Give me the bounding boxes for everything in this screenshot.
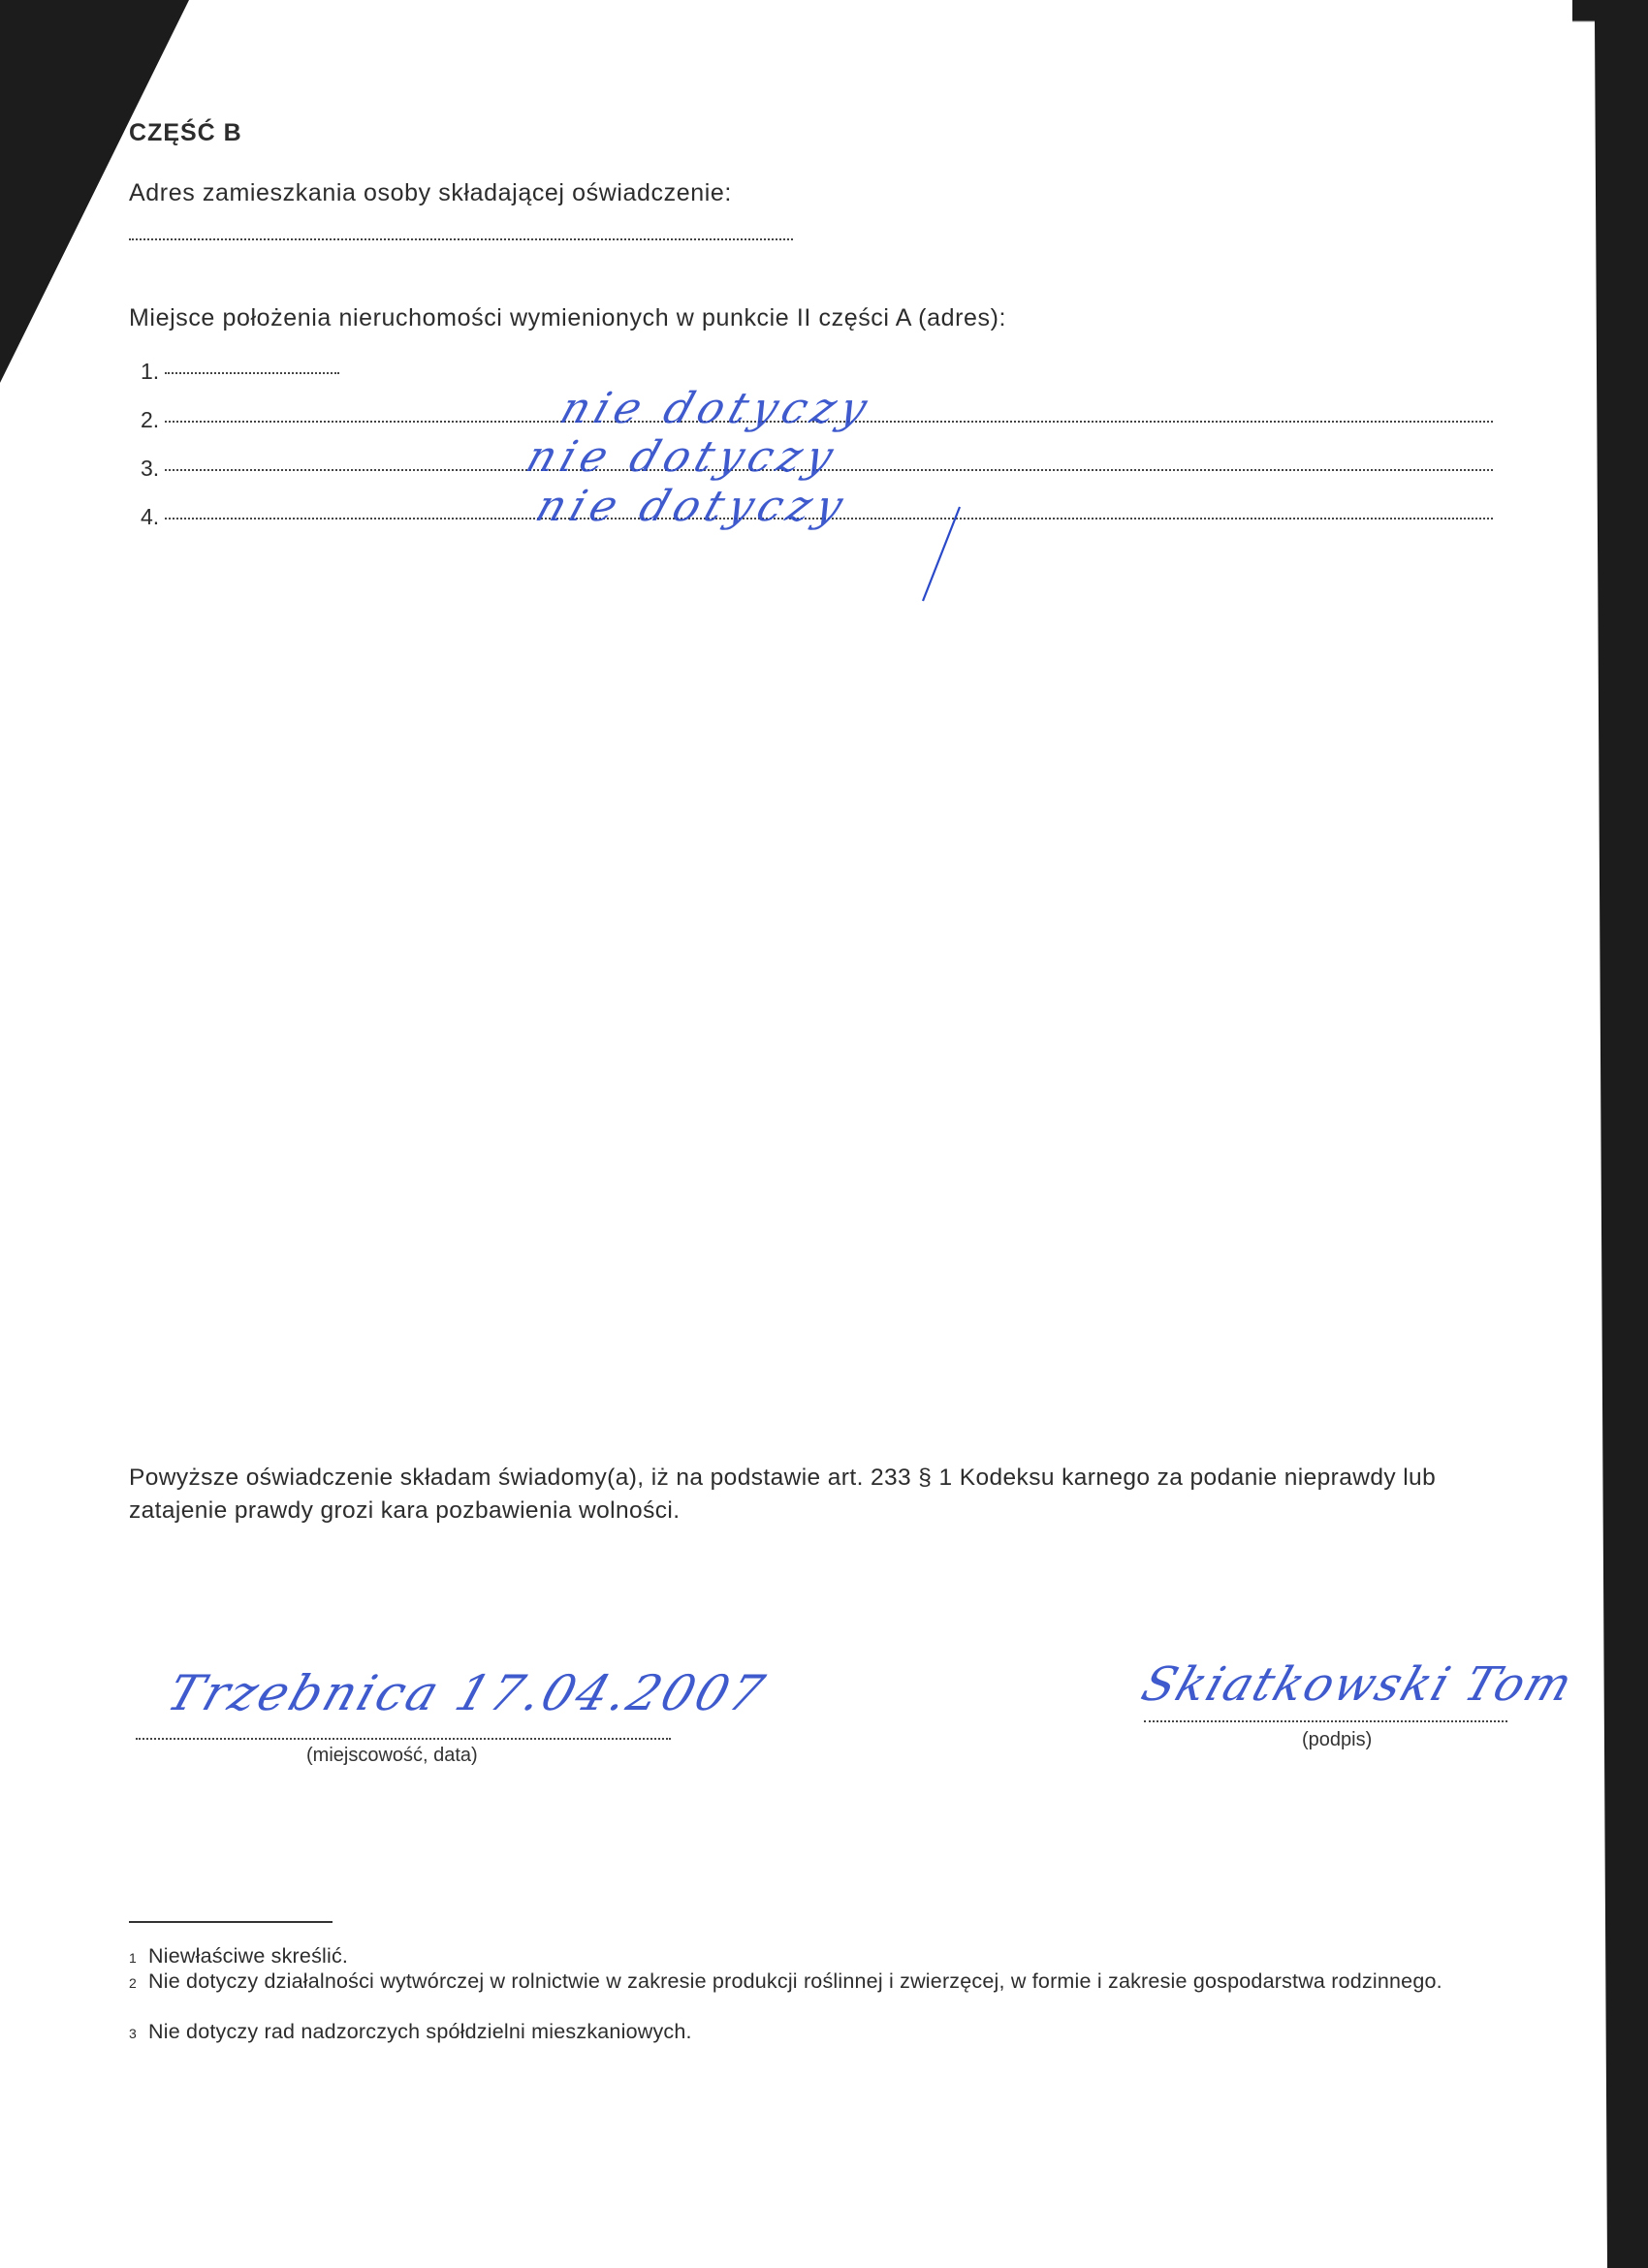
line-number: 1. bbox=[141, 359, 160, 384]
footnote-separator bbox=[129, 1921, 333, 1923]
property-line-1 bbox=[141, 359, 339, 385]
line-number: 4. bbox=[141, 504, 160, 529]
footnote-text: Niewłaściwe skreślić. bbox=[148, 1944, 349, 1968]
handwritten-entry-3: nie dotyczy bbox=[520, 432, 845, 482]
footnote-mark: 2 bbox=[129, 1975, 137, 1991]
line-number: 2. bbox=[141, 407, 160, 432]
footnote-mark: 3 bbox=[129, 2026, 137, 2041]
signature-caption: (podpis) bbox=[1302, 1729, 1373, 1750]
line-number: 3. bbox=[141, 456, 160, 481]
handwritten-signature: Skiatkowski Tom bbox=[1134, 1657, 1581, 1712]
footnote-3 bbox=[129, 2019, 692, 2044]
footnote-1 bbox=[129, 1943, 348, 1969]
footnote-mark: 1 bbox=[129, 1950, 137, 1966]
footnote-2 bbox=[129, 1969, 1525, 1994]
property-location-label: Miejsce położenia nieruchomości wymienionych w punkcie II części A (adres): bbox=[129, 304, 1007, 331]
handwritten-entry-4: nie dotyczy bbox=[529, 482, 855, 531]
place-date-caption: (miejscowość, data) bbox=[306, 1745, 478, 1766]
address-dotted-line bbox=[129, 238, 793, 240]
handwritten-stroke bbox=[911, 499, 969, 606]
handwritten-place-date: Trzebnica 17.04.2007 bbox=[160, 1665, 774, 1721]
signature-dotted-line bbox=[1144, 1720, 1507, 1722]
dotted-fill bbox=[165, 372, 339, 374]
place-date-dotted-line bbox=[136, 1738, 671, 1740]
handwritten-entry-2: nie dotyczy bbox=[554, 384, 879, 433]
section-heading: CZĘŚĆ B bbox=[129, 119, 242, 146]
declaration-text: Powyższe oświadczenie składam świadomy(a), iż na podstawie art. 233 § 1 Kodeksu karnego za podanie nieprawdy lub zatajenie prawdy grozi kara pozbawienia wolności. bbox=[129, 1465, 1437, 1524]
footnote-text: Nie dotyczy rad nadzorczych spółdzielni mieszkaniowych. bbox=[148, 2020, 692, 2043]
address-label: Adres zamieszkania osoby składającej oświadczenie: bbox=[129, 179, 732, 206]
footnote-text: Nie dotyczy działalności wytwórczej w rolnictwie w zakresie produkcji roślinnej i zwierzęcej, w formie i zakresie gospodarstwa rodzinnego. bbox=[148, 1969, 1442, 1993]
